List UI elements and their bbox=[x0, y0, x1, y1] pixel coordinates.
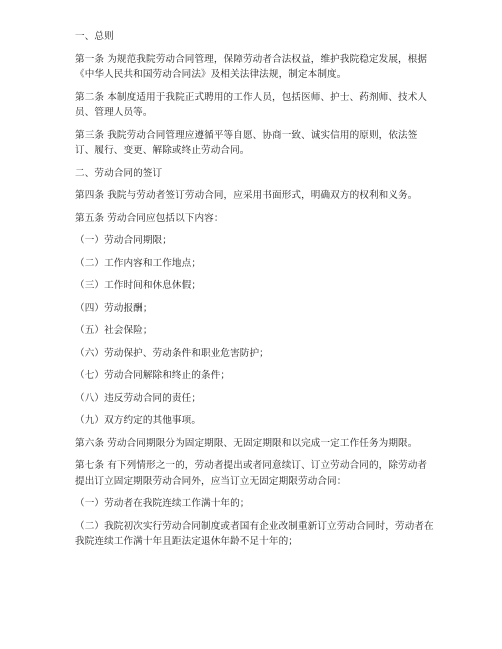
list-item: （一）劳动合同期限； bbox=[75, 235, 172, 246]
list-item: （八）违反劳动合同的责任； bbox=[75, 392, 202, 404]
list-item: （七）劳动合同解除和终止的条件； bbox=[75, 370, 231, 381]
article-5: 第五条 劳动合同应包括以下内容： bbox=[75, 212, 224, 224]
article-6: 第六条 劳动合同期限分为固定期限、无固定期限和以完成一定工作任务为期限。 bbox=[75, 437, 418, 449]
list-item: （二）我院初次实行劳动合同制度或者国有企业改制重新订立劳动合同时，劳动者在我院连续工作满十年且距法定退休年龄不足十年的； bbox=[75, 520, 434, 547]
list-item: （九）双方约定的其他事项。 bbox=[75, 415, 202, 426]
article-1: 第一条 为规范我院劳动合同管理，保障劳动者合法权益，维护我院稳定发展，根据《中华人民共和国劳动合同法》及相关法律法规，制定本制度。 bbox=[75, 53, 428, 80]
list-item: （六）劳动保护、劳动条件和职业危害防护； bbox=[75, 347, 269, 359]
article-3: 第三条 我院劳动合同管理应遵循平等自愿、协商一致、诚实信用的原则，依法签订、履行、变更、解除或终止劳动合同。 bbox=[75, 129, 418, 156]
document-body bbox=[75, 29, 435, 550]
section-heading-signing: 二、劳动合同的签订 bbox=[75, 167, 163, 179]
article-7: 第七条 有下列情形之一的，劳动者提出或者同意续订、订立劳动合同的，除劳动者提出订立固定期限劳动合同外，应当订立无固定期限劳动合同： bbox=[75, 460, 428, 487]
section-heading-general: 一、总则 bbox=[75, 31, 114, 42]
list-item: （一）劳动者在我院连续工作满十年的； bbox=[75, 498, 250, 509]
list-item: （二）工作内容和工作地点； bbox=[75, 257, 202, 269]
list-item: （三）工作时间和休息休假； bbox=[75, 280, 202, 291]
list-item: （五）社会保险； bbox=[75, 325, 153, 336]
article-4: 第四条 我院与劳动者签订劳动合同，应采用书面形式，明确双方的权利和义务。 bbox=[75, 190, 418, 201]
list-item: （四）劳动报酬； bbox=[75, 302, 153, 314]
article-2: 第二条 本制度适用于我院正式聘用的工作人员，包括医师、护士、药剂师、技术人员、管理人员等。 bbox=[75, 91, 428, 118]
